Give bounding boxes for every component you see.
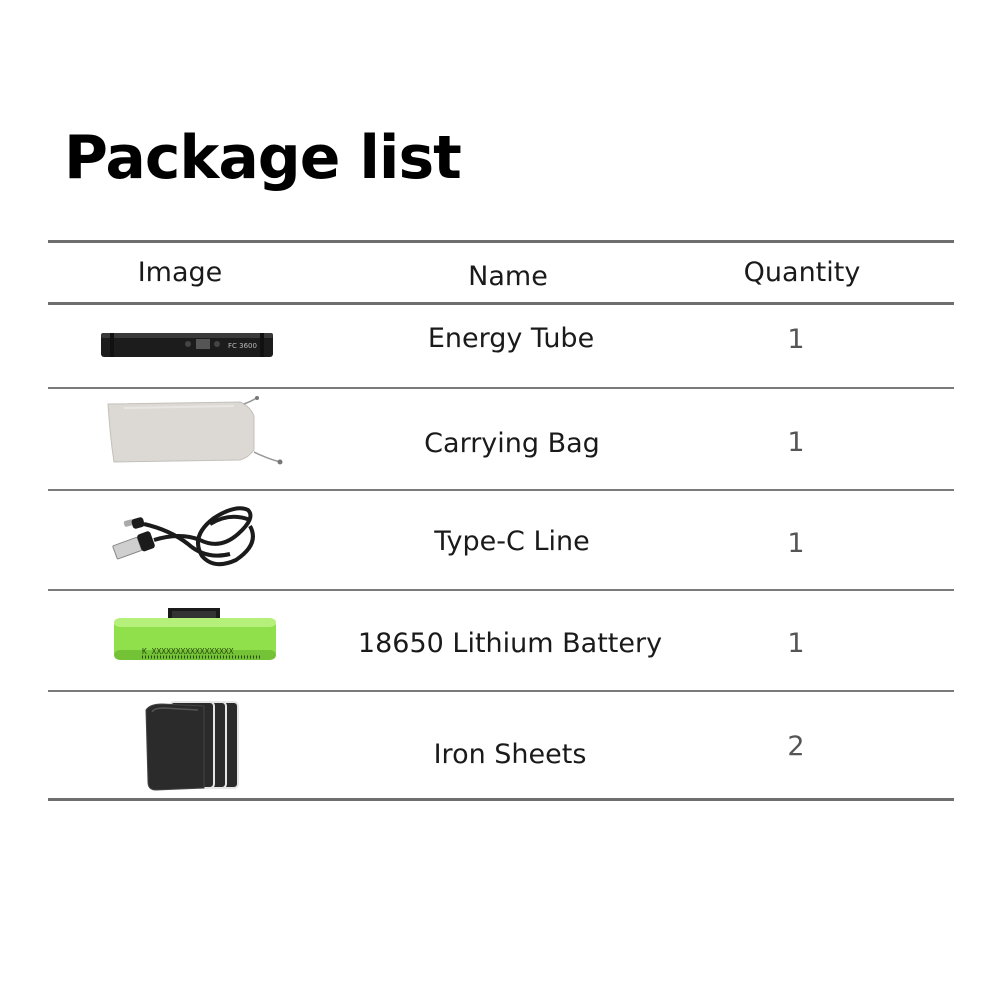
- iron-sheets-icon: [142, 698, 242, 794]
- header-bottom-rule: [48, 302, 954, 305]
- row-divider: [48, 387, 954, 389]
- item-name: Carrying Bag: [424, 428, 600, 459]
- item-quantity: 1: [787, 324, 805, 355]
- column-header-quantity: Quantity: [743, 257, 861, 288]
- lithium-battery-icon: [112, 606, 278, 666]
- energy-tube-icon: [100, 330, 274, 360]
- item-name: Energy Tube: [427, 323, 595, 354]
- carrying-bag-icon: [104, 396, 284, 468]
- item-name: Type-C Line: [434, 526, 590, 557]
- table-bottom-rule: [48, 798, 954, 801]
- page-title: Package list: [64, 123, 461, 193]
- row-divider: [48, 690, 954, 692]
- svg-text:K XXXXXXXXXXXXXXXXX: K XXXXXXXXXXXXXXXXX: [142, 647, 234, 656]
- row-divider: [48, 589, 954, 591]
- svg-text:FC 3600: FC 3600: [228, 342, 257, 350]
- table-top-rule: [48, 240, 954, 243]
- type-c-cable-icon: [110, 504, 264, 574]
- column-header-name: Name: [468, 261, 548, 292]
- column-header-image: Image: [137, 257, 223, 288]
- item-name: Iron Sheets: [433, 739, 587, 770]
- row-divider: [48, 489, 954, 491]
- item-quantity: 1: [787, 628, 805, 659]
- item-quantity: 1: [787, 427, 805, 458]
- item-name: 18650 Lithium Battery: [357, 628, 663, 659]
- item-quantity: 2: [787, 731, 805, 762]
- item-quantity: 1: [787, 528, 805, 559]
